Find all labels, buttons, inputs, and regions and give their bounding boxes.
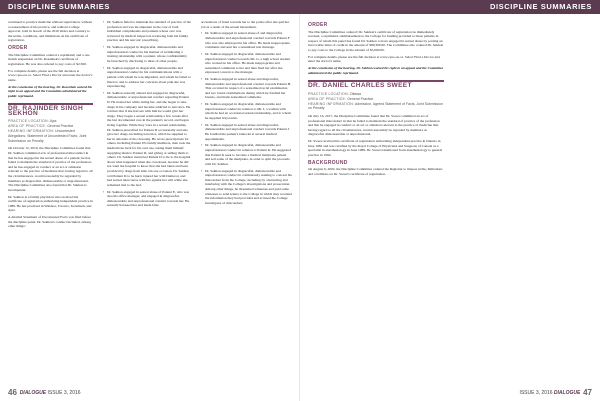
paragraph: Dr. Sweet received his certificate of registration authorizing independent practice in Ontario in June 1982 and was certified by the Royal College of Physicians and Surgeons of Canada as a specialist in anesthesiology in June 1989. Dr. Sweet transitioned from anesthesiology to general practice in 1994. [308, 139, 443, 158]
paragraph: On July 16, 2017, the Discipline Committee found that Dr. Sweet committed an act of professional misconduct in that he failed to maintain the standard of practice of the profession and that he engaged in conduct or an act or omission relevant to the practice of medicine that, having regard to all the circumstances, would reasonably be regarded by members as disgraceful, dishonourable or unprofessional. [308, 114, 440, 137]
paragraph: On August 6, 2002, the Discipline Committee ordered the Registrar to impose terms, limitations and conditions on Dr. Sweet's certificate of registration, [308, 167, 443, 176]
paragraph: For complete details, please see the full decision at www.cpso.on.ca. Select Find a Doctor and enter the doctor's name. [308, 54, 440, 64]
page-number: 47 [583, 388, 592, 397]
right-page [300, 0, 600, 401]
list-item: • Dr. Sekhon engaged in disgraceful, dishonourable and unprofessional conduct in his communications with a patient with whom he was impatient, and whom he failed to listen to and to address her concerns about pain she was experiencing. [103, 66, 191, 89]
section-heading: ORDER [308, 22, 328, 28]
paragraph: The Discipline Committee ordered: Dr. Sekhon's certificate of registration be immediately revoked, a reprimand, reimbursement to the College for funding provided to those patients in respect of whom this panel has found Dr. Sekhon to have engaged in sexual abuse by posting an irrevocable letter of credit in the amount of $80,300.00. The Committee also ordered Dr. Sekhon to pay costs to the College in the amount of $5,000.00. [308, 29, 444, 52]
list-item: • Dr. Sekhon failed to maintain the standard of practice of the profession and was incompetent in the care of both individual complainants and patients whose care was reviewed by medical inspectors reviewing both his family practice and his narcotic prescribing. [103, 20, 191, 43]
list-item: • Dr. Sekhon engaged in disgraceful, dishonourable and unprofessional conduct towards Mr. G, a high school student who worked in his office. He made inappropriate and sexualized comments to her and then fired her after she expressed concern to the manager. [201, 52, 292, 75]
paragraph: For complete details, please see the full decision at www.cpso.on.ca. Select Find a Doctor and enter the doctor's name. [8, 68, 93, 82]
list-item: • Dr. Sekhon sexually abused and engaged in disgraceful, dishonourable or unprofessional conduct regarding Patient D. He treated her while dating her, and she began to take drugs in his company and became addicted to narcotics. He told her that if she had sex with him he would give her drugs. They began a sexual relationship a few weeks after the last documented care in the patient's record, and began living together. While they were in a sexual relationship, Dr. Sekhon prescribed for Patient D occasionally and also gave her drugs, including narcotics, which he supplied to her in amounts of his choosing. He wrote prescriptions for others, including Patient D's family members, then took the medications back for his own use, taking them himself, supplying them to Patient D, and giving or selling them to others. Dr. Sekhon instructed Patient D to lie to the hospital about what happened when she overdosed, because he did not want the hospital to know that she had taken and been provided by drugs from him. On one occasion, Dr. Sekhon told Patient D to be hard, injured her with Demerol, and had sexual intercourse with her against her will while she remained tied to the bed. [103, 91, 191, 187]
magazine-name: DIALOGUE [19, 390, 47, 396]
list-item: • Dr. Sekhon engaged in disgraceful, dishonourable and unprofessional conduct in relation to Mr. I, a woman with whom he had an occasional sexual relationship, and to whom he supplied Oxycontin. [201, 102, 292, 120]
location-value: Ajax [49, 119, 57, 124]
paragraph: The Discipline Committee ordered a reprimand; and a one month suspension on Dr. Rosenhek's certificate of registration. He was also ordered to pay costs of $2,500. [8, 52, 90, 66]
hearing-value: Uncontested Allegations; Statement of Uncontested Facts; Joint Submission on Penalty [8, 129, 87, 143]
paragraph: continued to practice medicine without supervision, without a reassessment of his practice, and without College approval, both in breach of the 2010 Order and contrary to the terms, conditions, and limitations on his certificate of registration. [8, 20, 93, 43]
magazine-name: DIALOGUE [553, 390, 581, 396]
area-value: General Practice [347, 96, 374, 101]
paragraph: Dr. Sekhon is a family physician who received his certificate of registration authorizing independent practice in 1989. He has practised in Windsor, Toronto, Tecumseh, and Ajax. [8, 194, 93, 213]
location-label: PRACTICE LOCATION: [308, 91, 349, 96]
page-footer [519, 388, 592, 397]
right-column-1 [308, 20, 444, 383]
location-label: PRACTICE LOCATION: [8, 119, 49, 124]
list-item: • Dr. Sekhon engaged in sexual abuse and disgraceful, dishonourable and unprofessional conduct towards Patient J. He fondled the patient's buttocks at several medical appointments. [201, 123, 292, 141]
issue-label: ISSUE 3, 2016 [519, 390, 553, 396]
left-column-2 [103, 20, 191, 383]
list-item: • Dr. Sekhon engaged in disgraceful, dishonourable and unprofessional conduct in relation to Patient K. He suggested that Patient K seek to become a medical marijuana patient and sell some of the marijuana, in order to split the proceeds with Dr. Sekhon. [201, 143, 292, 166]
hearing-label: HEARING INFORMATION: [308, 101, 355, 106]
conclusion-note: At the conclusion of the hearing, Dr. Sekhon waived his right to an appeal and the Committee administered the public reprimand. [308, 66, 444, 75]
physician-name: DR. DANIEL CHARLES SWEET [308, 82, 412, 90]
physician-details [8, 119, 93, 143]
list-item: • Dr. Sekhon engaged in sexual abuse of and disgraceful, dishonourable and unprofessional conduct towards Patient F who was also employed in his office. He made inappropriate comments and sent her a sexualized text message. [201, 31, 292, 49]
hearing-value: Admission, Agreed Statement of Facts, Joint Submission on Penalty [308, 101, 443, 111]
paragraph: A detailed Statement of Uncontested Facts was filed before the discipline panel. Dr. Sekhon's conduct included, among other things: [8, 215, 92, 229]
hearing-label: HEARING INFORMATION: [8, 129, 55, 134]
paragraph: accusations of fraud towards her to the police after she quit her job as a result of the sexual harassment. [201, 20, 290, 29]
page-footer [8, 388, 81, 397]
issue-label: ISSUE 3, 2016 [47, 390, 81, 396]
area-label: AREA OF PRACTICE: [8, 124, 47, 129]
paragraph: On October 12, 2016, the Discipline Committee found that Dr. Sekhon committed acts of professional misconduct in that he has engaged in the sexual abuse of a patient; he has failed to maintain the standard of practice of the profession; and he has engaged in conduct or an act or omission relevant to the practice of medicine that, having regard to all the circumstances, would reasonably be regarded by members as disgraceful, dishonourable or unprofessional. The Discipline Committee also found that Dr. Sekhon is incompetent. [8, 146, 93, 192]
list-item: • Dr. Sekhon engaged in sexual abuse and disgraceful, dishonourable and unprofessional conduct towards Patient H. This occurred in respect of a sexualized rectal examination and two breast examinations during which he fondled her breasts, and made sexualized comments. [201, 77, 292, 100]
section-header: DISCIPLINE SUMMARIES [0, 0, 300, 14]
list-item: • Dr. Sekhon engaged in disgraceful, dishonourable and unprofessional conduct in his manner of terminating a trusting relationship with a patient, whose confidentiality he breached by disclosing to three of other people. [103, 45, 191, 63]
physician-name: DR. RAJINDER SINGH SEKHON [8, 105, 84, 117]
left-column-1 [8, 20, 93, 383]
physician-details [308, 92, 444, 111]
location-value: Ottawa [349, 91, 361, 96]
section-heading: BACKGROUND [308, 159, 348, 166]
area-value: General Practice [47, 124, 74, 129]
left-column-3 [201, 20, 292, 383]
section-header: DISCIPLINE SUMMARIES [300, 0, 600, 14]
area-label: AREA OF PRACTICE: [308, 96, 347, 101]
conclusion-note: At the conclusion of the hearing, Dr. Rosenhek waived his right to an appeal and the Committee administered the public reprimand. [8, 84, 92, 98]
page-number: 46 [8, 388, 17, 397]
section-heading: ORDER [8, 44, 28, 51]
list-item: • Dr. Sekhon engaged in disgraceful, dishonourable and unprofessional conduct in continuously seeking to conceal his misconduct from the College, including by obstructing and interfering with the College's investigations and prosecution. Among other things, he threatened witnesses and paid some witnesses to send letters to the College in which they recanted the information they had provided and accused the College investigator of misconduct. [201, 169, 292, 206]
list-item: • Dr. Sekhon engaged in sexual abuse of Patient E, who was also his office manager, and engaged in disgraceful, dishonourable and unprofessional conduct towards her. He sexually harassed her and made false [103, 190, 191, 208]
